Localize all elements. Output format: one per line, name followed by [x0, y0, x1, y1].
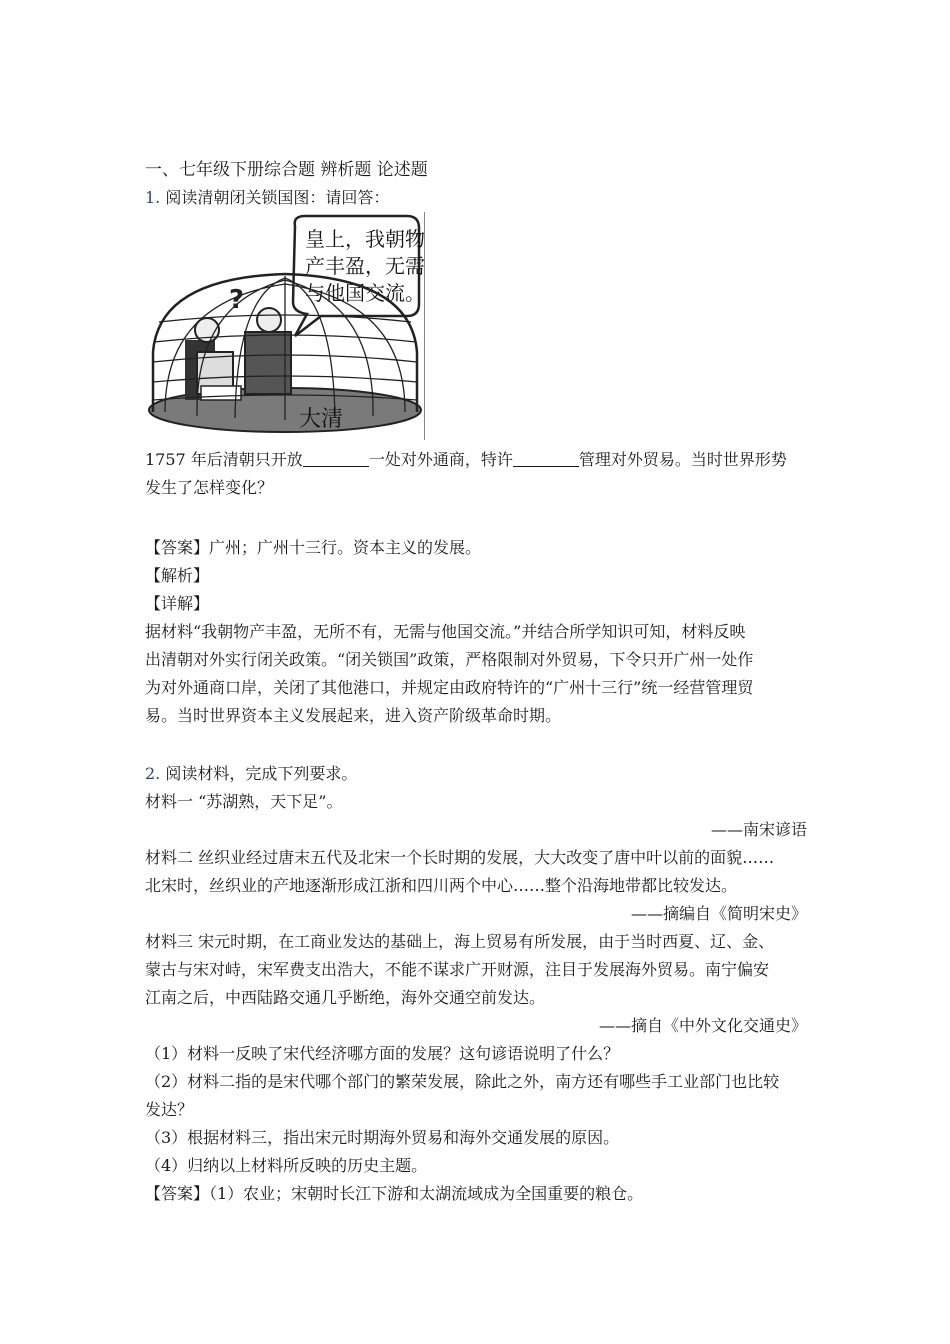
material-2-line: 北宋时，丝织业的产地逐渐形成江浙和四川两个中心……整个沿海地带都比较发达。 — [145, 876, 738, 895]
question-1-continued: 发生了怎样变化？ — [145, 478, 274, 497]
sub-question: 发达？ — [145, 1100, 194, 1119]
material-2-source: ——摘编自《简明宋史》 — [630, 904, 807, 923]
question-1-prompt — [145, 188, 389, 208]
question-text: 阅读清朝闭关锁国图：请回答： — [165, 188, 390, 207]
speech-line-3: 与他国交流。 — [305, 281, 424, 305]
sub-question: （3）根据材料三，指出宋元时期海外贸易和海外交通发展的原因。 — [145, 1128, 620, 1147]
material-3-line: 蒙古与宋对峙，宋军费支出浩大，不能不谋求广开财源，注目于发展海外贸易。南宁偏安 — [145, 960, 770, 979]
speech-line-1: 皇上，我朝物 — [305, 227, 424, 251]
detail-line: 出清朝对外实行闭关政策。“闭关锁国”政策，严格限制对外贸易，下令只开广州一处作 — [145, 650, 754, 669]
material-3-line: 江南之后，中西陆路交通几乎断绝，海外交通空前发达。 — [145, 988, 546, 1007]
analysis-label: 【解析】 — [145, 566, 210, 585]
closed-door-policy-cartoon — [145, 212, 425, 440]
cartoon-drawing — [145, 212, 424, 440]
sub-question: （2）材料二指的是宋代哪个部门的繁荣发展，除此之外，南方还有哪些手工业部门也比较 — [145, 1072, 780, 1091]
detail-label: 【详解】 — [145, 594, 210, 613]
answer-blank — [303, 452, 369, 467]
material-1: 材料一 “苏湖熟，天下足”。 — [145, 792, 343, 811]
detail-line: 易。当时世界资本主义发展起来，进入资产阶级革命时期。 — [145, 706, 562, 725]
question-1-fill-blank: 1757 年后清朝只开放 一处对外通商，特许 管理对外贸易。当时世界形势 — [145, 450, 787, 469]
detail-line: 为对外通商口岸，关闭了其他港口，并规定由政府特许的“广州十三行”统一经营管理贸 — [145, 678, 754, 697]
material-3-line: 材料三 宋元时期，在工商业发达的基础上，海上贸易有所发展，由于当时西夏、辽、金、 — [145, 932, 775, 951]
sub-question: （4）归纳以上材料所反映的历史主题。 — [145, 1156, 428, 1175]
svg-text:?: ? — [229, 285, 245, 315]
material-2-line: 材料二 丝织业经过唐末五代及北宋一个长时期的发展，大大改变了唐中叶以前的面貌…… — [145, 848, 775, 867]
question-number: 2. — [145, 764, 161, 783]
detail-line: 据材料“我朝物产丰盈，无所不有，无需与他国交流。”并结合所学知识可知，材料反映 — [145, 622, 746, 641]
question-number: 1. — [145, 188, 161, 207]
material-3-source: ——摘自《中外文化交通史》 — [598, 1016, 807, 1035]
sub-question: （1）材料一反映了宋代经济哪方面的发展？这句谚语说明了什么？ — [145, 1044, 620, 1063]
question-2-prompt — [145, 764, 357, 784]
speech-line-2: 产丰盈，无需 — [305, 254, 424, 278]
material-1-source: ——南宋谚语 — [710, 820, 807, 839]
cartoon-plaque: 大清 — [299, 407, 344, 432]
answer-blank — [513, 452, 579, 467]
question-text: 阅读材料，完成下列要求。 — [165, 764, 358, 783]
answer-1: 【答案】广州；广州十三行。资本主义的发展。 — [145, 538, 482, 557]
answer-2: 【答案】（1）农业；宋朝时长江下游和太湖流域成为全国重要的粮仓。 — [145, 1184, 644, 1203]
section-title: 一、七年级下册综合题 辨析题 论述题 — [145, 160, 428, 180]
